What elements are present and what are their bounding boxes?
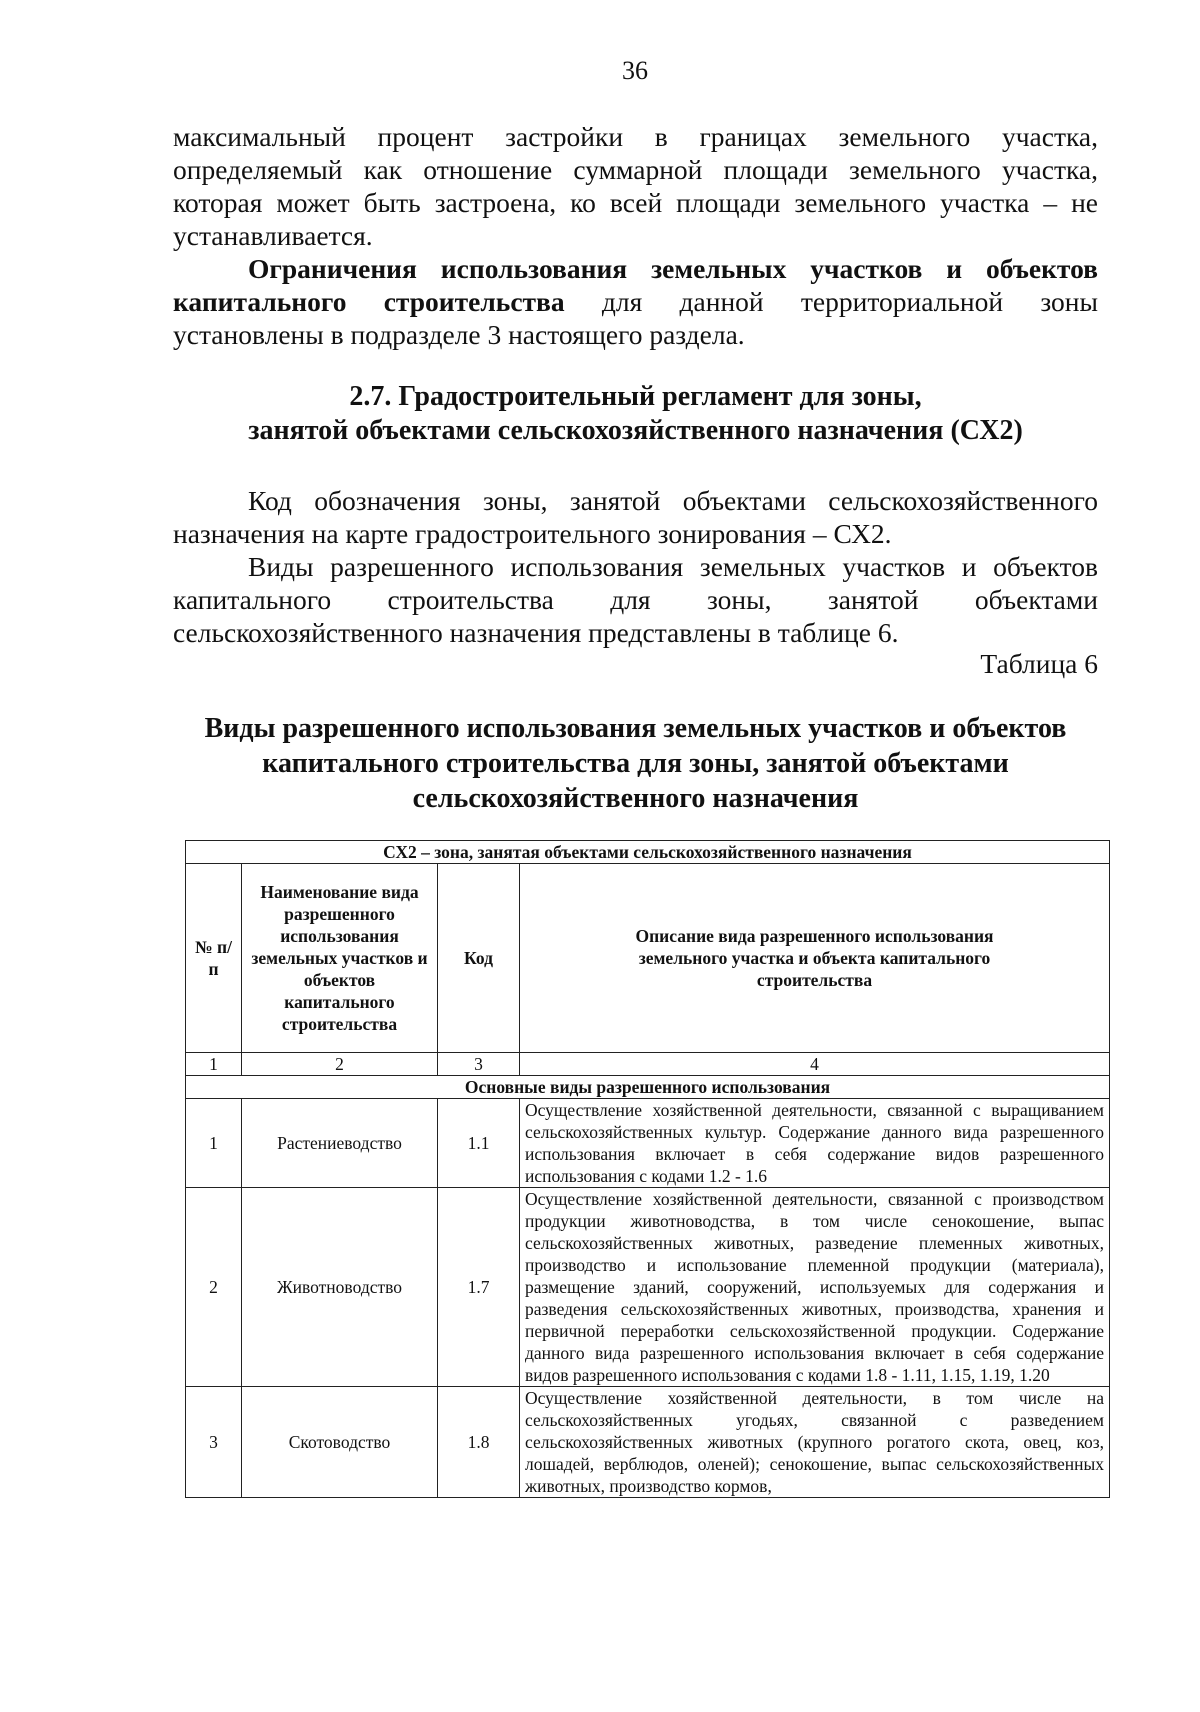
header-description: Описание вида разрешенного использования земельного участка и объекта капитального строительства — [520, 864, 1110, 1053]
header-code: Код — [438, 864, 520, 1053]
row-name: Животноводство — [242, 1188, 438, 1387]
row-description: Осуществление хозяйственной деятельности, связанной с выращиванием сельскохозяйственных культур. Содержание данного вида разрешенного использования включает в себя содержание видов разрешенного использования с кодами 1.2 - 1.6 — [520, 1099, 1110, 1188]
column-number-2: 2 — [242, 1053, 438, 1076]
row-code: 1.8 — [438, 1387, 520, 1498]
row-description: Осуществление хозяйственной деятельности, связанной с производством продукции животноводства, в том числе сенокошение, выпас сельскохозяйственных животных, разведение племенных животных, производство и использование племенной продукции (материала), размещение зданий, сооружений, используемых для содержания и разведения сельскохозяйственных животных, производства, хранения и первичной переработки сельскохозяйственной продукции. Содержание данного вида разрешенного использования включает в себя содержание видов разрешенного использования с кодами 1.8 - 1.11, 1.15, 1.19, 1.20 — [520, 1188, 1110, 1387]
group-main-uses: Основные виды разрешенного использования — [186, 1076, 1110, 1099]
row-code: 1.7 — [438, 1188, 520, 1387]
group-row — [186, 1076, 1110, 1099]
table-row — [186, 1099, 1110, 1188]
table-title-line3: сельскохозяйственного назначения — [412, 783, 859, 814]
row-num: 3 — [186, 1387, 242, 1498]
table-row — [186, 1387, 1110, 1498]
page-number: 36 — [622, 56, 648, 85]
table-title-line1: Виды разрешенного использования земельных участков и объектов — [204, 713, 1067, 744]
paragraph-permitted-uses: Виды разрешенного использования земельных участков и объектов капитального строительства для зоны, занятой объектами сельскохозяйственного назначения представлены в таблице 6. — [173, 551, 1098, 648]
row-name: Скотоводство — [242, 1387, 438, 1498]
restrictions-rest-text: для данной территориальной зоны установлены в подразделе 3 настоящего раздела. — [173, 286, 1098, 350]
section-title — [173, 380, 1098, 448]
row-name: Растениеводство — [242, 1099, 438, 1188]
paragraph-restrictions — [173, 252, 1098, 351]
column-number-1: 1 — [186, 1053, 242, 1076]
table-label: Таблица 6 — [980, 648, 1098, 679]
row-description: Осуществление хозяйственной деятельности, в том числе на сельскохозяйственных угодьях, связанной с разведением сельскохозяйственных животных (крупного рогатого скота, овец, коз, лошадей, верблюдов, оленей); сенокошение, выпас сельскохозяйственных животных, производство кормов, — [520, 1387, 1110, 1498]
permitted-uses-table — [185, 840, 1110, 1498]
table-title — [173, 711, 1098, 816]
restrictions-bold-text: Ограничения использования земельных участков и объектов капитального строительства — [173, 253, 1098, 317]
paragraph-zone-code: Код обозначения зоны, занятой объектами сельскохозяйственного назначения на карте градостроительного зонирования – СХ2. — [173, 485, 1098, 549]
header-name: Наименование вида разрешенного использования земельных участков и объектов капитального строительства — [242, 864, 438, 1053]
zone-header-row — [186, 841, 1110, 864]
column-number-row — [186, 1053, 1110, 1076]
section-title-line1: 2.7. Градостроительный регламент для зоны, — [349, 381, 922, 412]
header-num: № п/п — [186, 864, 242, 1053]
column-header-row — [186, 864, 1110, 1053]
column-number-3: 3 — [438, 1053, 520, 1076]
zone-header-cell: СХ2 – зона, занятая объектами сельскохозяйственного назначения — [186, 841, 1110, 864]
row-code: 1.1 — [438, 1099, 520, 1188]
table-title-line2: капитального строительства для зоны, занятой объектами — [262, 748, 1009, 779]
row-num: 1 — [186, 1099, 242, 1188]
paragraph-building-percent: максимальный процент застройки в границах земельного участка, определяемый как отношение суммарной площади земельного участка, которая может быть застроена, ко всей площади земельного участка – не устанавливается. — [173, 121, 1098, 251]
section-title-line2: занятой объектами сельскохозяйственного назначения (СХ2) — [248, 415, 1023, 446]
column-number-4: 4 — [520, 1053, 1110, 1076]
table-row — [186, 1188, 1110, 1387]
row-num: 2 — [186, 1188, 242, 1387]
